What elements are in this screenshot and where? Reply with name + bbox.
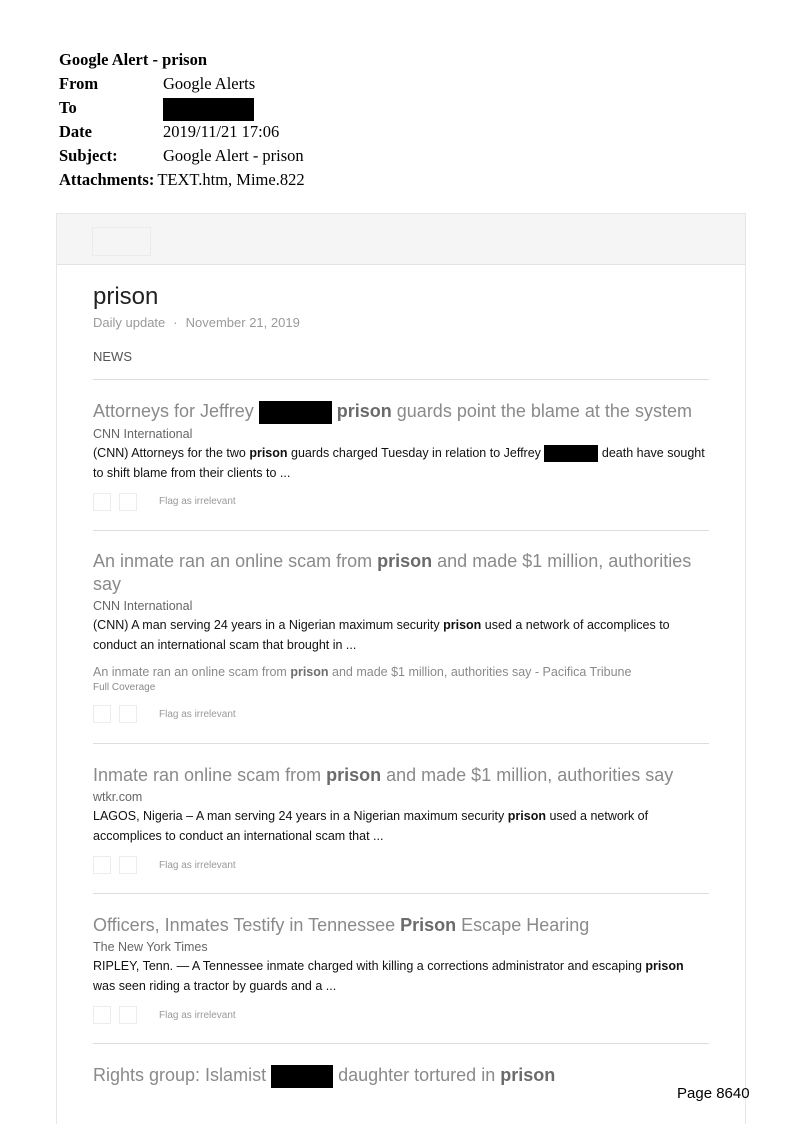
title-text[interactable]: Inmate ran online scam from (93, 765, 327, 785)
news-source: The New York Times (93, 940, 208, 954)
subject-value: Google Alert - prison (163, 146, 304, 165)
section-label: NEWS (93, 349, 132, 364)
news-snippet (93, 443, 709, 483)
news-item (93, 1064, 709, 1088)
date-label: Date (59, 122, 92, 141)
share-icon[interactable] (93, 1006, 111, 1024)
email-title: Google Alert - prison (59, 50, 208, 69)
snippet-text: death have sought to shift blame from their clients to ... (93, 445, 705, 480)
subject-label: Subject: (59, 146, 118, 165)
email-header (59, 48, 305, 192)
title-text[interactable]: Escape Hearing (456, 915, 590, 935)
related-article-link[interactable] (93, 663, 709, 681)
from-label: From (59, 74, 99, 93)
news-item (93, 764, 709, 876)
snippet-text: was seen riding a tractor by guards and a ... (93, 979, 337, 993)
snippet-keyword: prison (645, 959, 684, 973)
title-text[interactable]: Officers, Inmates Testify in Tennessee (93, 915, 401, 935)
divider (93, 530, 709, 531)
snippet-keyword: prison (507, 809, 546, 823)
title-text[interactable]: An inmate ran an online scam from (93, 551, 378, 571)
logo-placeholder (92, 227, 151, 256)
share-icon[interactable] (119, 705, 137, 723)
date-row (59, 120, 305, 144)
title-keyword[interactable]: prison (326, 765, 382, 785)
news-snippet (93, 956, 709, 996)
alert-frequency: Daily update (93, 315, 166, 330)
news-item (93, 400, 709, 513)
title-text[interactable]: guards point the blame at the system (391, 401, 692, 421)
related-text[interactable]: and made $1 million, authorities say - Pacifica Tribune (328, 665, 632, 679)
separator-dot: · (173, 315, 178, 330)
alert-card (56, 213, 746, 1124)
flag-row (93, 491, 709, 513)
divider (93, 1043, 709, 1044)
share-icon[interactable] (93, 856, 111, 874)
news-item (93, 914, 709, 1026)
from-row (59, 72, 305, 96)
redaction-box (271, 1065, 333, 1088)
title-text[interactable]: and made $1 million, authorities say (381, 765, 674, 785)
subject-row (59, 144, 305, 168)
title-text[interactable]: Rights group: Islamist (93, 1065, 272, 1085)
title-text[interactable]: and made $1 million, authorities say (93, 551, 692, 594)
news-item (93, 550, 709, 725)
news-source: CNN International (93, 599, 193, 613)
snippet-text: guards charged Tuesday in relation to Jeffrey (287, 445, 545, 460)
title-keyword[interactable]: prison (336, 401, 392, 421)
redaction-box (259, 401, 332, 424)
flag-irrelevant-link[interactable]: Flag as irrelevant (159, 496, 236, 508)
snippet-text: (CNN) Attorneys for the two (93, 445, 250, 460)
redaction-box (163, 98, 254, 121)
alert-subtitle (93, 315, 300, 330)
flag-row (93, 1004, 709, 1026)
to-label: To (59, 98, 77, 117)
redaction-box (544, 445, 598, 462)
news-snippet (93, 806, 709, 846)
share-icon[interactable] (119, 856, 137, 874)
share-icon[interactable] (119, 493, 137, 511)
title-keyword[interactable]: Prison (400, 915, 457, 935)
divider (93, 893, 709, 894)
divider (93, 743, 709, 744)
flag-irrelevant-link[interactable]: Flag as irrelevant (159, 1009, 236, 1021)
snippet-text: used a network of accomplices to conduct an international scam that ... (93, 809, 649, 843)
snippet-text: LAGOS, Nigeria – A man serving 24 years in a Nigerian maximum security (93, 809, 508, 823)
page-number: Page 8640 (677, 1085, 750, 1102)
share-icon[interactable] (93, 705, 111, 723)
date-value: 2019/11/21 17:06 (163, 122, 280, 141)
flag-row (93, 854, 709, 876)
related-text[interactable]: An inmate ran an online scam from (93, 665, 291, 679)
attachments-value: TEXT.htm, Mime.822 (157, 170, 305, 189)
flag-irrelevant-link[interactable]: Flag as irrelevant (159, 708, 236, 720)
flag-irrelevant-link[interactable]: Flag as irrelevant (159, 859, 236, 871)
attachments-row (59, 168, 305, 192)
snippet-text: used a network of accomplices to conduct an international scam that brought in ... (93, 618, 670, 652)
news-item-title[interactable] (93, 400, 709, 424)
snippet-text: (CNN) A man serving 24 years in a Nigerian maximum security (93, 618, 444, 632)
share-icon[interactable] (119, 1006, 137, 1024)
to-row (59, 96, 305, 120)
title-keyword[interactable]: prison (377, 551, 433, 571)
divider (93, 379, 709, 380)
share-icon[interactable] (93, 493, 111, 511)
news-item-title[interactable] (93, 914, 709, 937)
title-text[interactable]: daughter tortured in (338, 1065, 501, 1085)
alert-query-title: prison (93, 283, 159, 310)
snippet-keyword: prison (443, 618, 482, 632)
snippet-keyword: prison (249, 445, 288, 460)
flag-row (93, 703, 709, 725)
news-item-title[interactable] (93, 1064, 709, 1088)
attachments-label: Attachments: (59, 170, 155, 189)
card-header-bar (57, 214, 745, 265)
news-item-title[interactable] (93, 550, 709, 596)
title-keyword[interactable]: prison (500, 1065, 556, 1085)
related-keyword[interactable]: prison (290, 665, 329, 679)
snippet-text: RIPLEY, Tenn. — A Tennessee inmate charged with killing a corrections administrator and escaping (93, 959, 646, 973)
alert-date: November 21, 2019 (185, 315, 300, 330)
news-source: CNN International (93, 426, 193, 441)
title-text[interactable]: Attorneys for Jeffrey (93, 401, 259, 421)
news-source: wtkr.com (93, 790, 143, 804)
full-coverage-link[interactable]: Full Coverage (93, 682, 156, 693)
news-snippet (93, 615, 709, 655)
from-value: Google Alerts (163, 74, 256, 93)
news-item-title[interactable] (93, 764, 709, 787)
